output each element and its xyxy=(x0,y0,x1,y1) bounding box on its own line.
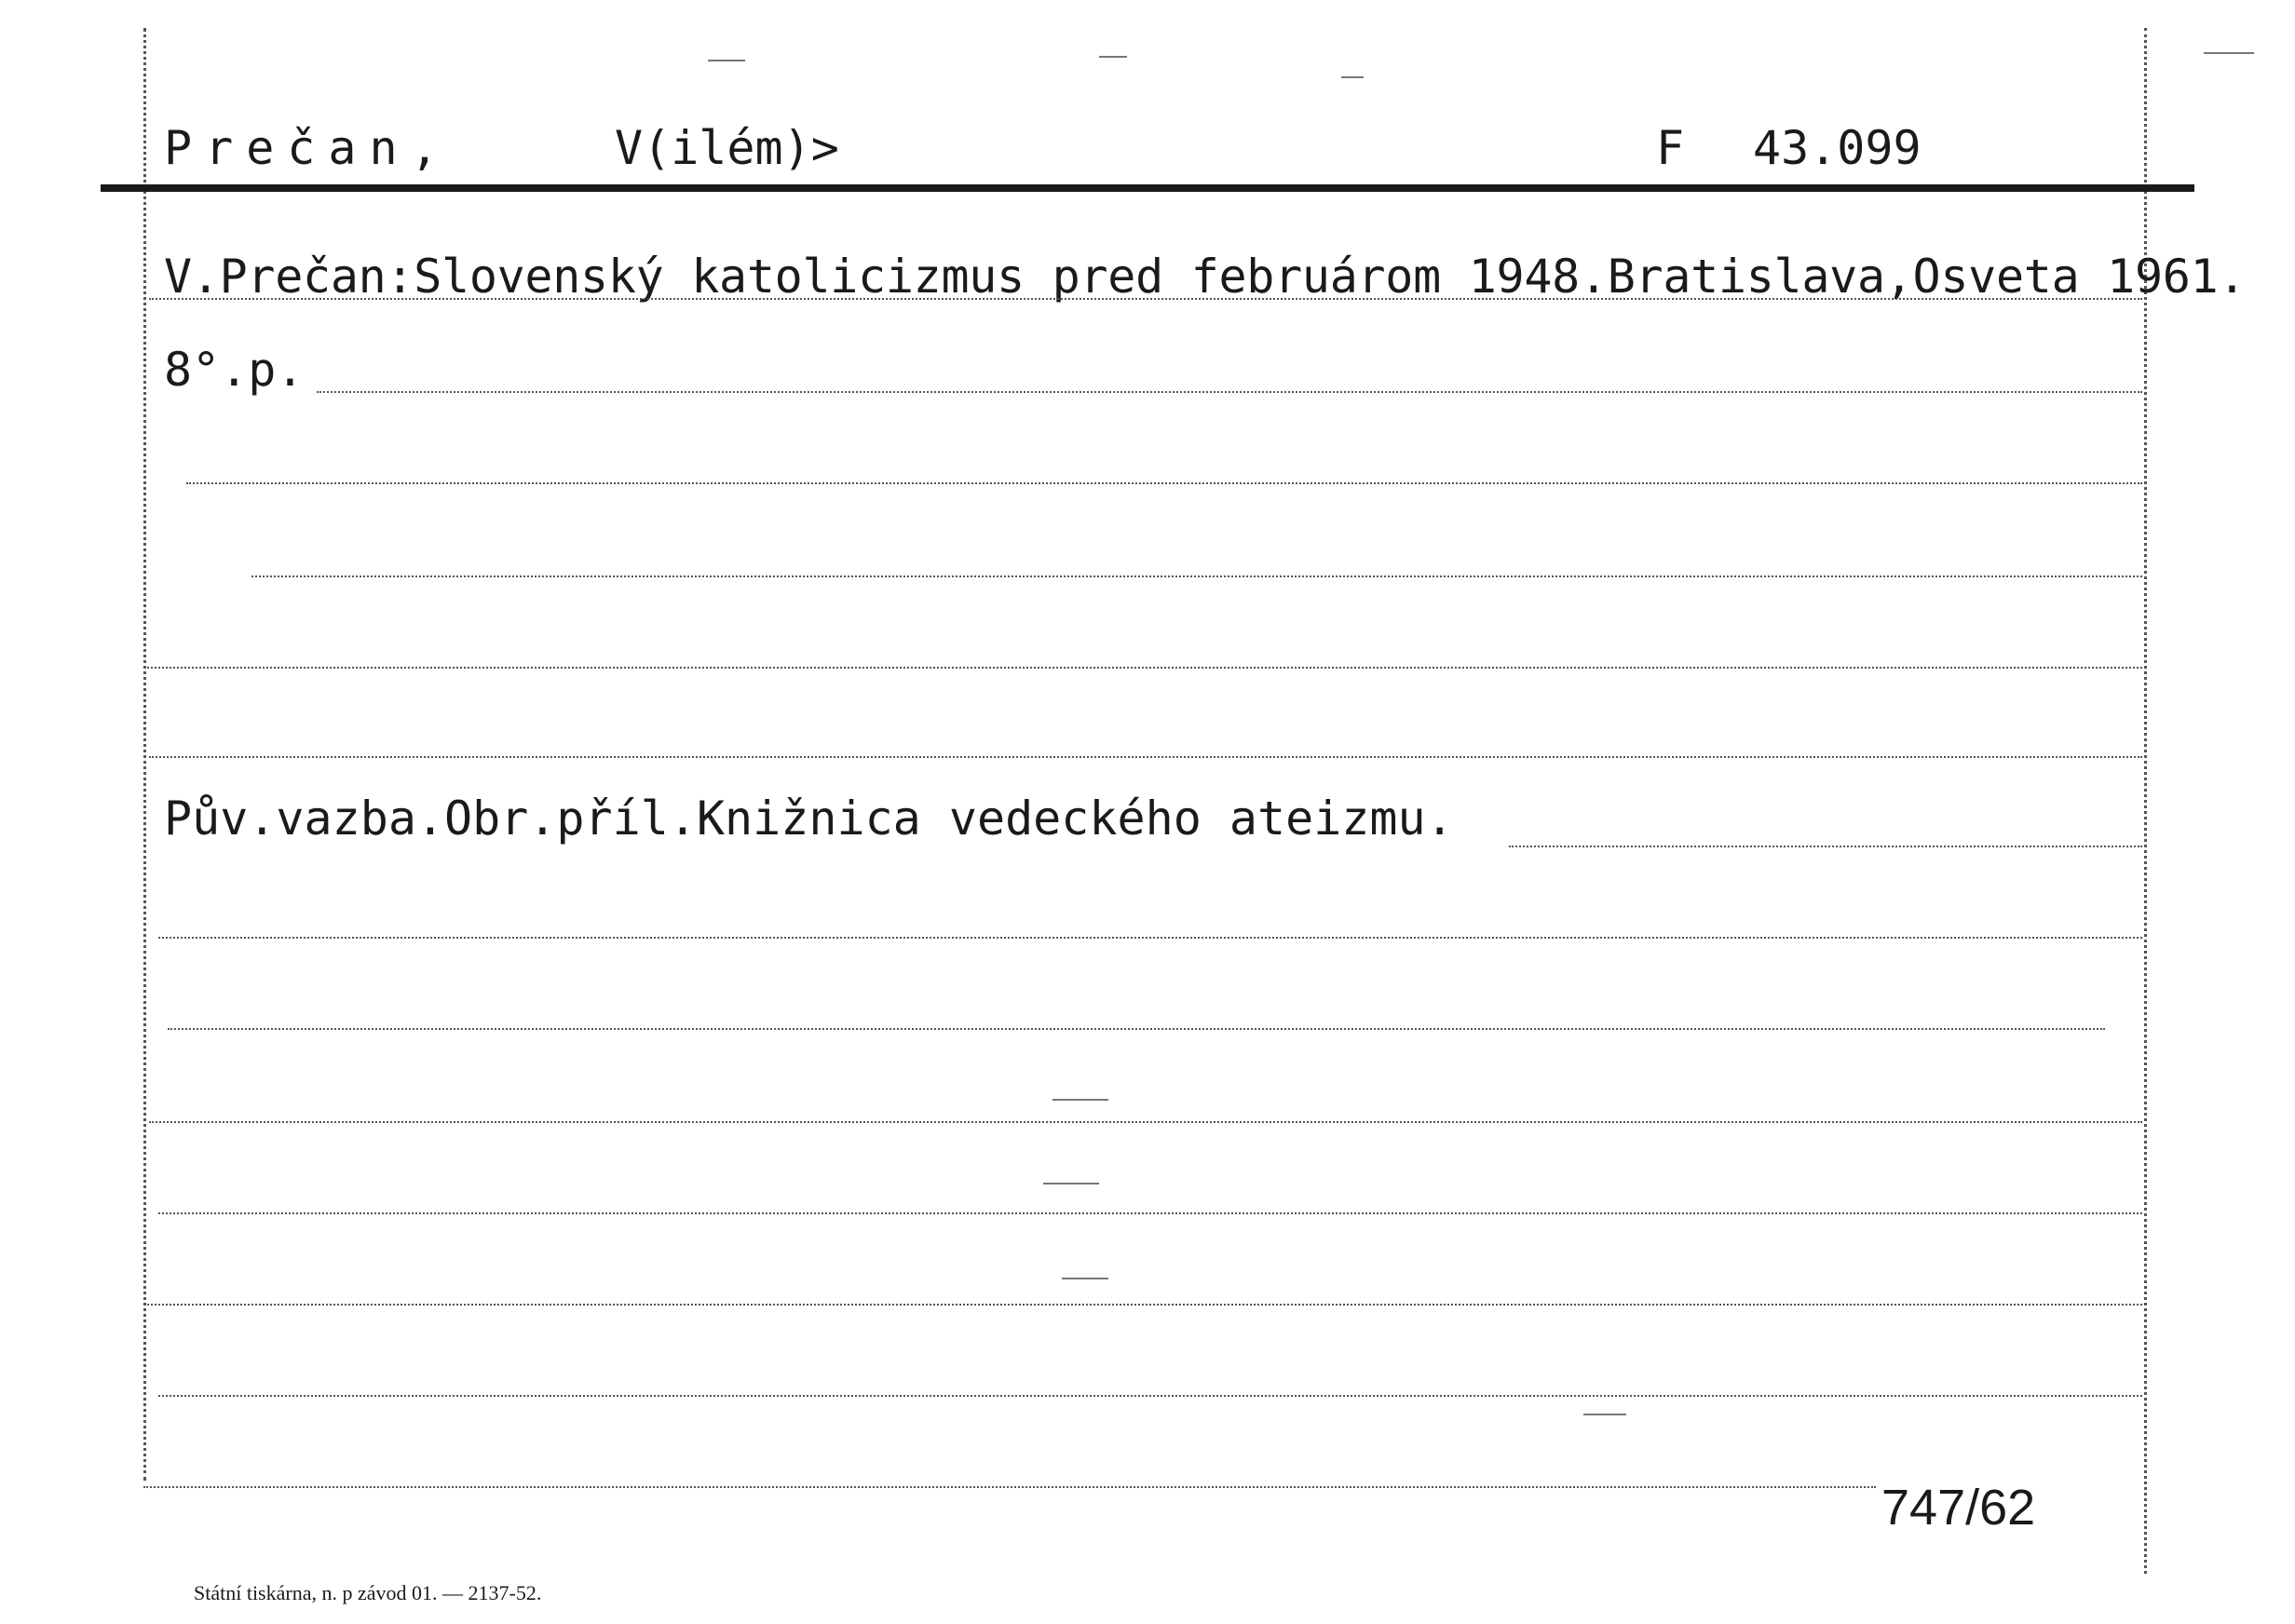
ruled-line xyxy=(149,1121,2142,1123)
ruled-line xyxy=(158,1212,2142,1214)
ruled-line xyxy=(143,1486,1876,1488)
ruled-line xyxy=(143,667,2142,669)
ruled-line xyxy=(317,391,2142,393)
scan-speck xyxy=(1052,1099,1108,1101)
title-statement: V.Prečan:Slovenský katolicizmus pred februárom 1948.Bratislava,Osveta 1961. xyxy=(164,250,2247,304)
ruled-line xyxy=(149,298,2142,300)
ruled-line xyxy=(158,1395,2142,1397)
left-margin-line xyxy=(143,28,146,1481)
scan-speck xyxy=(2204,52,2254,54)
scan-speck xyxy=(1062,1278,1108,1279)
author-surname: Prečan, xyxy=(164,121,452,175)
ruled-line xyxy=(1509,846,2142,847)
ruled-line xyxy=(143,1304,2142,1306)
format-statement: 8°.p. xyxy=(164,343,305,397)
printer-imprint: Státní tiskárna, n. p závod 01. — 2137-52. xyxy=(194,1581,542,1604)
ruled-line xyxy=(168,1028,2105,1030)
scan-speck xyxy=(1341,76,1364,78)
scan-speck xyxy=(1583,1414,1626,1415)
scan-speck xyxy=(1043,1183,1099,1184)
ruled-line xyxy=(158,937,2142,939)
scan-speck xyxy=(1099,56,1127,58)
shelfmark-letter: F xyxy=(1656,121,1685,175)
ruled-line xyxy=(251,575,2142,577)
author-given-name: V(ilém)> xyxy=(615,121,839,175)
ruled-line xyxy=(186,482,2142,484)
heading-rule xyxy=(101,184,2194,192)
binding-note: Pův.vazba.Obr.příl.Knižnica vedeckého ateizmu. xyxy=(164,792,1454,846)
scan-speck xyxy=(708,60,745,61)
ruled-line xyxy=(149,756,2142,758)
shelfmark-number: 43.099 xyxy=(1753,121,1922,175)
accession-number: 747/62 xyxy=(1881,1480,2036,1536)
